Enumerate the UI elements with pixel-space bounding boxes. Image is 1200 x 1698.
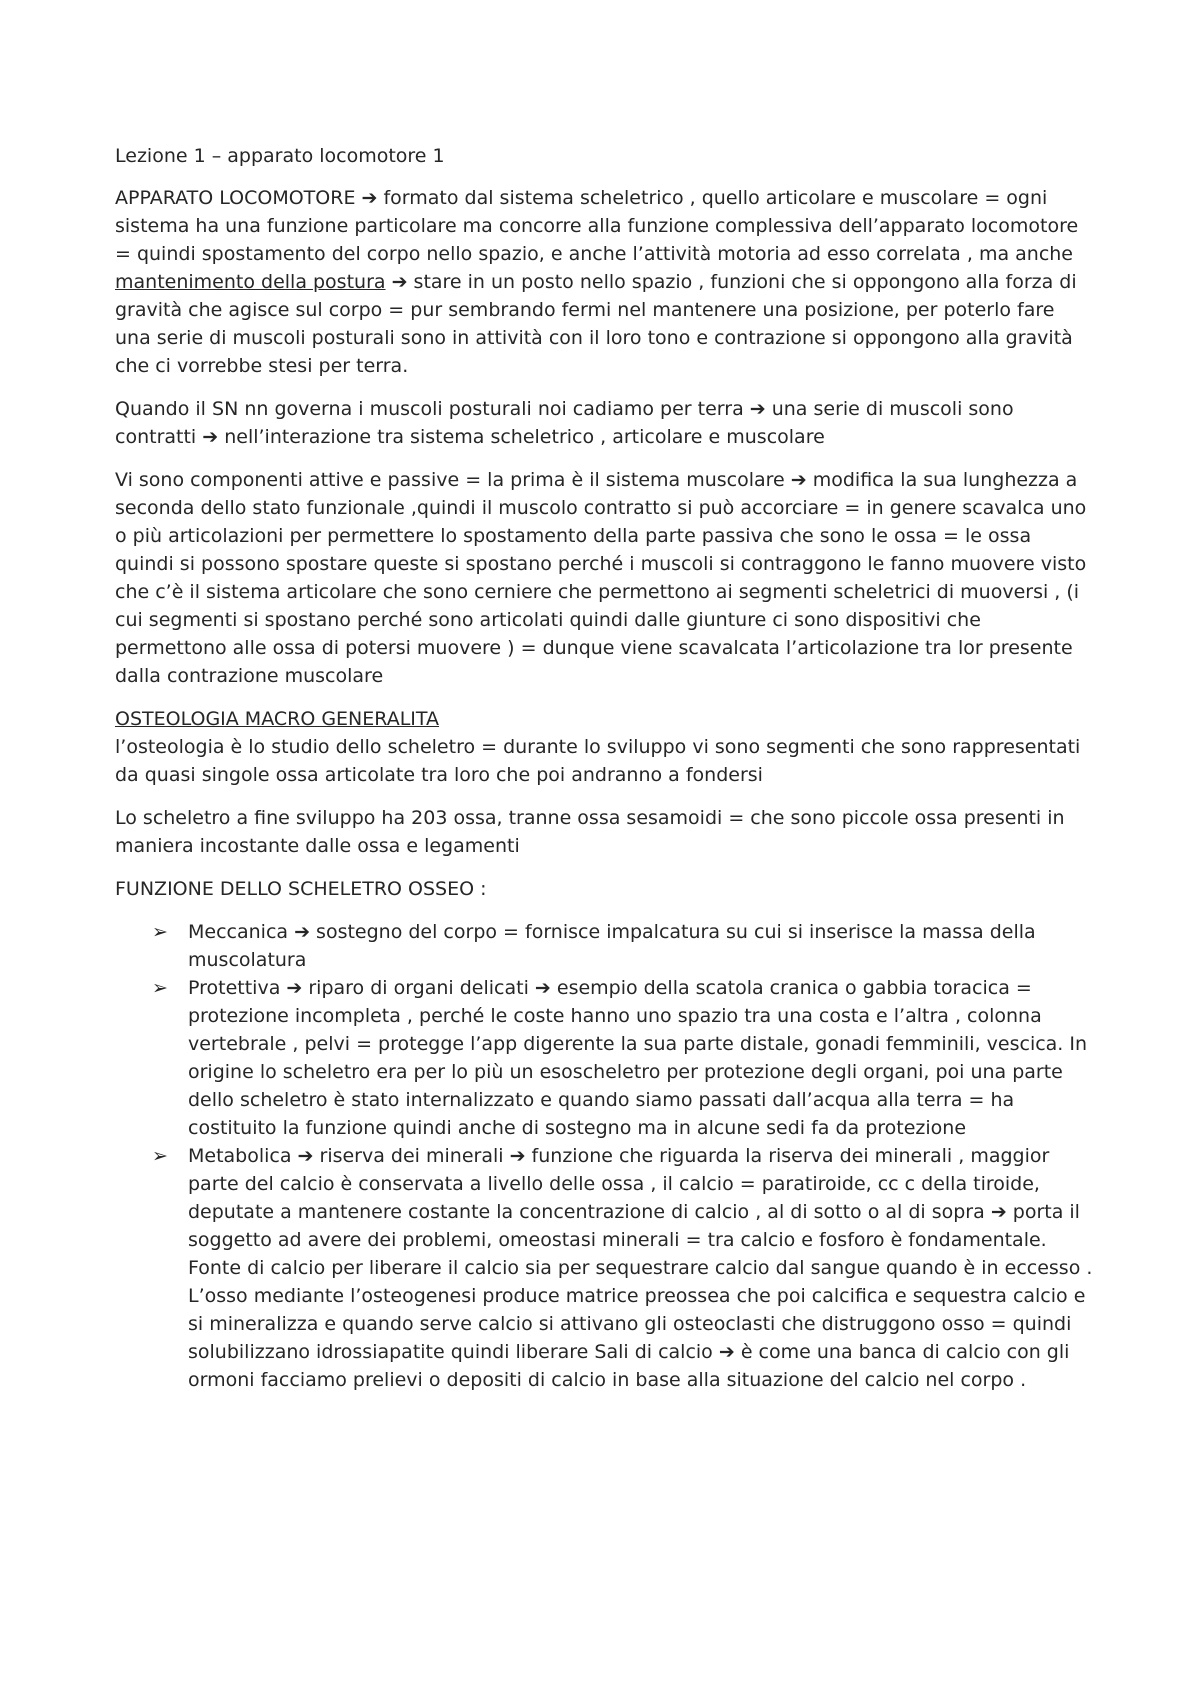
arrow-icon: ➔ — [718, 1341, 735, 1363]
text-run: stare in un posto nello spazio , funzioni che si oppongono alla forza di gravità che agisce sul corpo = pur sembrando fermi nel mantenere una posizione, per poterlo fare una serie di muscoli posturali sono in attività con il loro tono e contrazione si oppongono alla gravità che ci vorrebbe stesi per terra. — [115, 271, 1077, 377]
text-run: Quando il SN nn governa i muscoli posturali noi cadiamo per terra — [115, 398, 750, 420]
text-run: Protettiva — [188, 977, 287, 999]
arrow-icon: ➔ — [297, 1145, 314, 1167]
underlined-term: mantenimento della postura — [115, 271, 386, 293]
text-run: esempio della scatola cranica o gabbia toracica = protezione incompleta , perché le coste hanno uno spazio tra una costa e l’altra , colonna vertebrale , pelvi = protegge l’app digerente la sua parte distale, gonadi femminili, vescica. In origine lo scheletro era per lo più un esoscheletro per protezione degli organi, poi una parte dello scheletro è stato internalizzato e quando siamo passati dall’acqua alla terra = ha costituito la funzione quindi anche di sostegno ma in alcune sedi fa da protezione — [188, 977, 1088, 1139]
document-page — [115, 142, 1095, 1394]
text-run: modifica la sua lunghezza a seconda dello stato funzionale ,quindi il muscolo contratto si può accorciare = in genere scavalca uno o più articolazioni per permettere lo spostamento della parte passiva che sono le ossa = le ossa quindi si possono spostare queste si spostano perché i muscoli si contraggono le fanno muovere visto che c’è il sistema articolare che sono cerniere che permettono ai segmenti scheletrici di muoversi , (i cui segmenti si spostano perché sono articolati quindi dalle giunture ci sono dispositivi che permettono alle ossa di potersi muovere ) = dunque viene scavalcata l’articolazione tra lor presente dalla contrazione muscolare — [115, 469, 1087, 687]
arrow-icon: ➔ — [361, 187, 378, 209]
arrow-icon: ➔ — [202, 426, 219, 448]
list-item-meccanica — [152, 918, 1095, 974]
text-run: porta il soggetto ad avere dei problemi, omeostasi minerali = tra calcio e fosforo è fondamentale. Fonte di calcio per liberare il calcio sia per sequestrare calcio dal sangue quando è in eccesso . L’osso mediante l’osteogenesi produce matrice preossea che poi calcifica e sequestra calcio e si mineralizza e quando serve calcio si attivano gli osteoclasti che distruggono osso = quindi solubilizzano idrossiapatite quindi liberare Sali di calcio — [188, 1201, 1093, 1363]
text-run: Metabolica — [188, 1145, 298, 1167]
list-item-metabolica — [152, 1142, 1095, 1394]
bullet-arrowhead-icon: ➢ — [152, 921, 168, 943]
text-run: formato dal sistema scheletrico , quello articolare e muscolare = ogni sistema ha una funzione particolare ma concorre alla funzione complessiva dell’apparato locomotore = quindi spostamento del corpo nello spazio, e anche l’attività motoria ad esso correlata , ma anche — [115, 187, 1079, 265]
arrow-icon: ➔ — [790, 469, 807, 491]
list-item-protettiva — [152, 974, 1095, 1142]
text-run: APPARATO LOCOMOTORE — [115, 187, 362, 209]
text-run: funzione che riguarda la riserva dei minerali , maggior parte del calcio è conservata a livello delle ossa , il calcio = paratiroide, cc c della tiroide, deputate a mantenere costante la concentrazione di calcio , al di sotto o al di sopra — [188, 1145, 1050, 1223]
text-run: riserva dei minerali — [313, 1145, 510, 1167]
text-run: è come una banca di calcio con gli ormoni facciamo prelievi o depositi di calcio in base alla situazione del calcio nel corpo . — [188, 1341, 1070, 1391]
arrow-icon: ➔ — [990, 1201, 1007, 1223]
text-run: Vi sono componenti attive e passive = la prima è il sistema muscolare — [115, 469, 791, 491]
text-run: nell’interazione tra sistema scheletrico , articolare e muscolare — [218, 426, 825, 448]
arrow-icon: ➔ — [749, 398, 766, 420]
funzione-heading: FUNZIONE DELLO SCHELETRO OSSEO : — [115, 878, 487, 900]
arrow-icon: ➔ — [509, 1145, 526, 1167]
arrow-icon: ➔ — [294, 921, 310, 943]
text-run: una serie di muscoli sono contratti — [115, 398, 1014, 448]
page-title: Lezione 1 – apparato locomotore 1 — [115, 145, 445, 167]
text-run: sostegno del corpo = fornisce impalcatura su cui si inserisce la massa della muscolatura — [188, 921, 1036, 971]
arrow-icon: ➔ — [286, 977, 303, 999]
paragraph-203-ossa: Lo scheletro a fine sviluppo ha 203 ossa, tranne ossa sesamoidi = che sono piccole ossa presenti in maniera incostante dalle ossa e legamenti — [115, 807, 1065, 857]
osteologia-heading: OSTEOLOGIA MACRO GENERALITA — [115, 708, 440, 730]
arrow-icon: ➔ — [534, 977, 551, 999]
paragraph-componenti — [115, 466, 1095, 690]
paragraph-osteologia: l’osteologia è lo studio dello scheletro = durante lo sviluppo vi sono segmenti che sono rappresentati da quasi singole ossa articolate tra loro che poi andranno a fondersi — [115, 736, 1081, 786]
text-run: riparo di organi delicati — [302, 977, 535, 999]
funzioni-list — [115, 918, 1095, 1394]
bullet-arrowhead-icon: ➢ — [152, 1145, 168, 1167]
text-run: Meccanica — [188, 921, 295, 943]
arrow-icon: ➔ — [391, 271, 408, 293]
paragraph-sn — [115, 395, 1095, 451]
bullet-arrowhead-icon: ➢ — [152, 977, 168, 999]
paragraph-apparato-locomotore — [115, 184, 1095, 380]
